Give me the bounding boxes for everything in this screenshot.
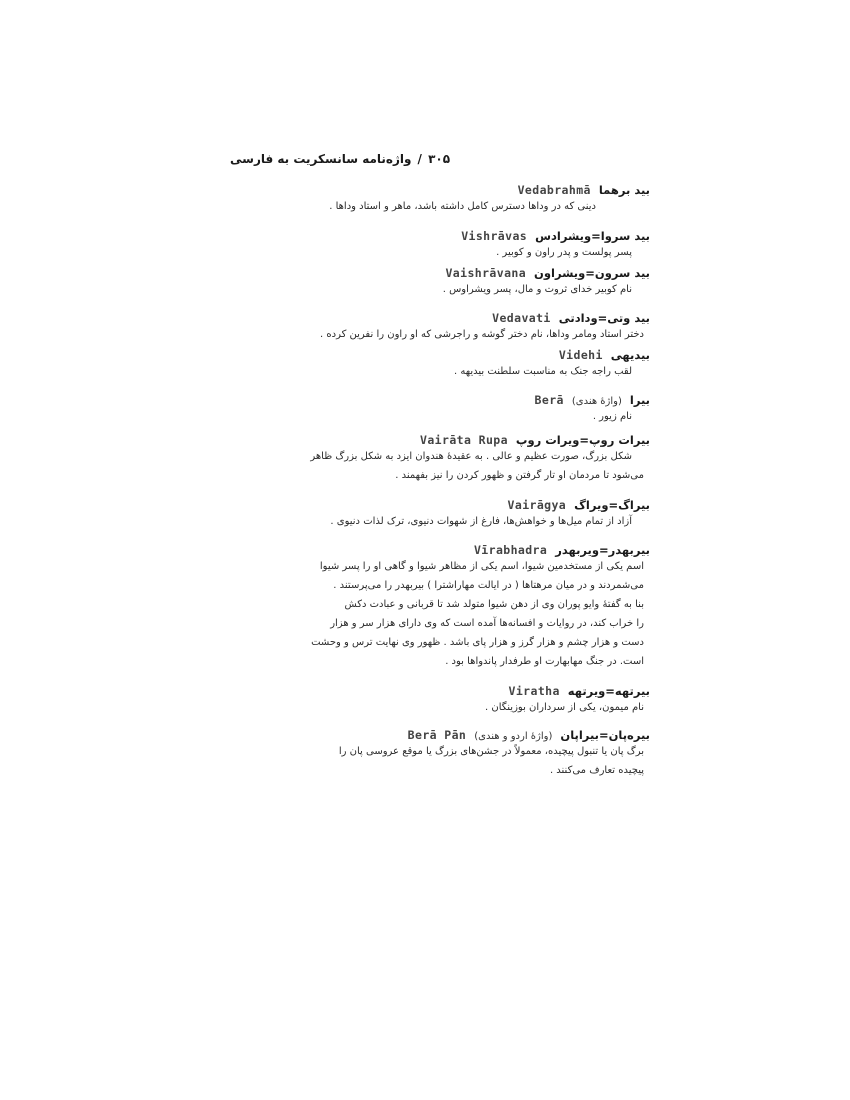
entry-definition-line: می‌شود تا مردمان او تار گرفتن و ظهور کردن را نیز بفهمند . bbox=[395, 470, 644, 481]
entry-latin-term: Vairāta Rupa bbox=[420, 433, 508, 447]
entry-latin-term: Vedabrahmā bbox=[517, 183, 591, 197]
entry-persian-headword: بیره‌پان=بیراپان bbox=[560, 728, 650, 742]
entry-headword-line bbox=[258, 348, 650, 362]
entry-persian-headword: بید سروا=ویشرادس bbox=[535, 229, 650, 243]
entry-definition-line: دختر استاد ومامر وداها، نام دختر گوشه و راجرشی که او راون را نفرین کرده . bbox=[320, 329, 644, 340]
entry-definition-line: بنا به گفتهٔ وایو پوران وی از دهن شیوا متولد شد تا قربانی و عبادت دکش bbox=[344, 599, 644, 610]
entry-latin-term: Berā Pān bbox=[407, 728, 467, 742]
entry-language-note: (واژهٔ هندی) bbox=[571, 396, 622, 407]
entry-latin-term: Vishrāvas bbox=[461, 229, 528, 243]
entry-definition-line: لقب راجه جنک به مناسبت سلطنت بیدیهه . bbox=[454, 366, 632, 377]
entry-persian-headword: بید سرون=ویشراون bbox=[534, 266, 650, 280]
entry-latin-term: Videhi bbox=[558, 348, 603, 362]
entry-latin-term: Vairāgya bbox=[507, 498, 567, 512]
dictionary-entry bbox=[228, 728, 650, 780]
entry-definition-line: می‌شمردند و در میان مرهتاها ( در ایالت مهاراشترا ) بیربهدر را می‌پرستند . bbox=[333, 580, 644, 591]
entry-headword-line bbox=[228, 498, 650, 512]
dictionary-entry bbox=[258, 183, 650, 216]
entry-persian-headword: بیربهدر=ویربهدر bbox=[555, 543, 650, 557]
dictionary-entry bbox=[228, 311, 650, 344]
entry-persian-headword: بید وتی=ودادتی bbox=[558, 311, 650, 325]
entry-definition-line: است. در جنگ مهابهارت او طرفدار پاندواها بود . bbox=[445, 656, 644, 667]
dictionary-entry bbox=[258, 348, 650, 381]
running-head bbox=[230, 152, 650, 166]
entry-latin-term: Vīrabhadra bbox=[473, 543, 548, 557]
entry-definition-line: شکل بزرگ، صورت عظیم و عالی . به عقیدهٔ هندوان ایزد به شکل بزرگ ظاهر bbox=[310, 451, 632, 462]
page-title: واژه‌نامه سانسکریت به فارسی bbox=[230, 152, 412, 166]
entry-latin-term: Vaishrāvana bbox=[445, 266, 527, 280]
entry-definition-line: پیچیده تعارف می‌کنند . bbox=[549, 765, 644, 776]
entry-definition-line: دست و هزار چشم و هزار گرز و هزار پای باشد . ظهور وی نهایت ترس و وحشت bbox=[311, 637, 644, 648]
entry-headword-line bbox=[258, 183, 650, 197]
entry-latin-term: Berā bbox=[534, 393, 564, 407]
entry-headword-line bbox=[228, 728, 650, 742]
page-number: ٣٠۵ bbox=[428, 152, 451, 166]
entry-definition-line: دینی که در وداها دسترس کامل داشته باشد، ماهر و استاد وداها . bbox=[329, 201, 596, 212]
entry-definition-line: آزاد از تمام میل‌ها و خواهش‌ها، فارغ از شهوات دنیوی، ترک لذات دنیوی . bbox=[330, 516, 632, 527]
entry-headword-line bbox=[258, 393, 650, 407]
entry-persian-headword: بیرات روپ=ویرات روپ bbox=[515, 433, 650, 447]
dictionary-entry bbox=[258, 684, 650, 717]
dictionary-entry bbox=[228, 543, 650, 671]
entry-persian-headword: بید برهما bbox=[598, 183, 650, 197]
entry-definition-line: نام میمون، یکی از سرداران بوزینگان . bbox=[485, 702, 644, 713]
entry-headword-line bbox=[228, 311, 650, 325]
entry-language-note: (واژهٔ اردو و هندی) bbox=[474, 731, 553, 742]
entry-headword-line bbox=[228, 433, 650, 447]
dictionary-entry bbox=[228, 498, 650, 531]
dictionary-entry bbox=[258, 393, 650, 426]
entry-headword-line bbox=[228, 543, 650, 557]
dictionary-entry bbox=[258, 229, 650, 262]
entry-definition-line: برگ پان یا تنبول پیچیده، معمولاً در جشن‌های بزرگ یا موقع عروسی پان را bbox=[338, 746, 644, 757]
dictionary-entry bbox=[228, 433, 650, 485]
entry-definition-line: نام کوبیر خدای ثروت و مال، پسر ویشراوس . bbox=[442, 284, 632, 295]
dictionary-entry bbox=[258, 266, 650, 299]
entry-definition-line: اسم یکی از مستخدمین شیوا، اسم یکی از مظاهر شیوا و گاهی او را پسر شیوا bbox=[319, 561, 644, 572]
entry-definition-line: نام زیور . bbox=[592, 411, 632, 422]
entry-persian-headword: بیرا bbox=[629, 393, 650, 407]
entry-persian-headword: بیرتهه=ویرتهه bbox=[567, 684, 650, 698]
entry-persian-headword: بیراگ=ویراگ bbox=[574, 498, 650, 512]
page-separator: / bbox=[417, 152, 423, 166]
entry-headword-line bbox=[258, 229, 650, 243]
entry-headword-line bbox=[258, 684, 650, 698]
entry-latin-term: Vedavati bbox=[492, 311, 551, 325]
entry-definition-line: را خراب کند، در روایات و افسانه‌ها آمده است که وی دارای هزار سر و هزار bbox=[330, 618, 644, 629]
entry-latin-term: Viratha bbox=[508, 684, 560, 698]
entry-headword-line bbox=[258, 266, 650, 280]
entry-persian-headword: بیدیهی bbox=[610, 348, 650, 362]
entry-definition-line: پسر پولست و پدر راون و کوبیر . bbox=[496, 247, 632, 258]
